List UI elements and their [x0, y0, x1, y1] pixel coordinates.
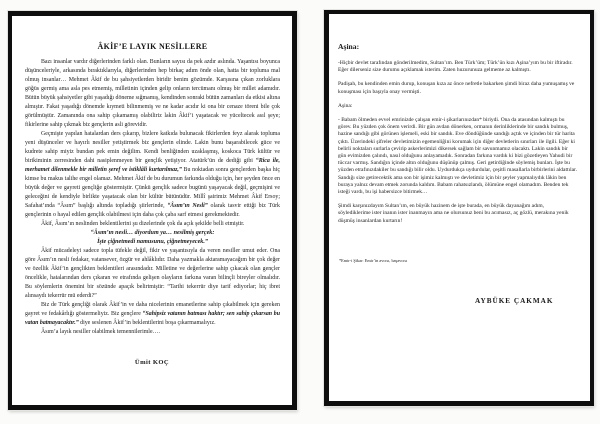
right-author-signature: AYBÜKE ÇAKMAK — [475, 297, 554, 305]
left-page-content — [25, 42, 280, 337]
paragraph: Aşina: — [338, 102, 353, 109]
paragraph: Geçmişte yapılan hatalardan ders çıkarıp, bizlere katkıda bulunacak fikirlerden feyz alarak topluma yeni düşünceler ve hayırlı nesiller yetiştirmek biz gençlerin elinde. Lakin bunu başarabilecek güce ve kudrete sahip miyiz bundan pek emin değilim. Kendi benliğinden uzaklaşmış, koskoca Türk kültür ve birikiminin zerresinden dahi nasiplenmeyen bir gençlik yetişiyor. Atatürk’ün de dediği gibi “Rica ile, merhamet dilenmekle bir milletin şeref ve istiklâli kurtarılmaz,” Bu noktadan sonra gençlerden başka hiç kimse bu makus talihe engel olamaz. Mehmet Âkif de bu durumun farkında olduğu için, her şeyden önce en büyük değer ve gayreti gençliğe göstermiştir. Çünkü gençlik sadece bugünü yaşayacak değil, geçmişini ve geleceğini de kendiyle birlikte yaşatacak olan bir kültür bütünüdür. Millî şairimiz Mehmet Âkif Ersoy; Safahat’ında “Âsım” başlığı altında topladığı şiirlerinde, “Âsım’ın Nesli” olarak tasvir ettiği biz Türk gençlerinin o hayal edilen gençlik olabilmesi için daha çok çaba sarf etmesi gerekmektedir. — [25, 131, 280, 218]
right-page-content — [338, 42, 577, 232]
left-page-body — [25, 58, 280, 337]
right-page-heading: Aşina: — [338, 42, 360, 51]
paragraph: -Hiçbir devlet tarafından gönderilmedim, Sultan’ım. Ben Türk’üm; Türk’ün kızı Aşina’yım bu bir iftiradır. Eğer dilerseniz size durumu açıklamak isterim. Zaten huzurunuza gelmeme az kalmıştı. — [338, 60, 573, 74]
left-page — [8, 11, 297, 410]
left-page-title: ÂKİF’E LAYIK NESİLLERE — [97, 42, 208, 51]
paragraph: Âkif mücadeleyi sadece topla tüfekle değil, fikir ve yaşantısıyla da veren nesiller umut eder. Ona göre Âsım’ın nesli fedakar, vatansever, özgür ve ahlâklıdır. Daha yazmakla aktaramayacağım bir çok değer ve özellik Âkif’in gençlikten beklentileri arasındadır. Milletine ve değerlerine sahip çıkacak olan gençler öncelikle, hatalarından ders çıkaran ve etrafında gelişen olayların farkına varan bilinçli bireyler olmalıdır. Bu söylemlerin önemini bir sözünde apaçık belirtmiştir: “Tarihi tekerrür diye tarif ediyorlar; hiç ibret alınsaydı tekerrür mü ederdi?” — [25, 248, 280, 299]
right-page-body — [338, 60, 577, 225]
paragraph: Biz de Türk gençliği olarak Âkif’in ve daha nicelerinin emanetlerine sahip çıkabilmek için gereken gayret ve fedakârlığı göstermeliyiz. Biz gençlere “Sahipsiz vatanın batması haktır; sen sahip çıkarsan bu vatan batmayacaktır.” diye seslenen Âkif’in beklentilerini boşa çıkarmamalıyız. — [25, 302, 280, 326]
paragraph: - Babam ölmeden evvel emrinizde çalışan emir-i şikarlarınızdan* biriydi. Ona da atasından kalmıştı bu görev. Bu yüzden çok önem verirdi. Bir gün avdan dönerken, ormanın derinliklerinde bir sandık bulmuş, hazine sandığı gibi görünen işlemeli, eski bir sandık. Eve döndüğünde sandığı açtık ve içinden bir tür harita çıktı. Üzerindeki şifreler devletimizin egemenliğini korumak için diğer devletlerin sınırları ile ilgili. Eğer ki belirli noktaları surlarla çevirip askerlerimizi dikersek sağlam bir savunmamız olacaktı. Lakin sandık bir gün evimizden çalındı, nasıl olduğunu anlayamadık. Sonradan farkına vardık ki bizi gözetleyen Yahudi bir tüccar varmış. Sandığın içinde altın olduğunu düşünüp çalmış. Geri getirdiğinde söylemiş bunları. İşte bu yüzden etrafınızdakiler bu sandığı bilir oldu. Uydurdukça uydurdular, çeşitli masallarla birbirlerini aldattılar. Sandığı size getirecektik ama son bir işimiz kalmıştı ve devletimiz için bir şeyler yapmalıydık lâkin ben buraya yalnız devam etmek zorunda kaldım. Babam rahatsızlandı, ölümüne engel olamadım. Benden tek isteği vardı, bu işi habersizce bitirmek… — [338, 117, 577, 196]
paragraph: Âsım’a layık nesiller olabilmek temennilerimle…. — [41, 329, 160, 335]
paragraph: Bazı insanlar vardır diğerlerinden farklı olan. Bunların sayısı da pek azdır aslında. Yaşantısı boyunca düşünceleriyle, arkasında bıraktıklarıyla, diğerlerinden hep birkaç adım önde olan, hatta bir topluma mal olmuş insanlar… Mehmet Âkif de bu şahsiyetlerden biridir benim gözümde. Karşısına çıkan zorluklara göğüs germiş ama asla pes etmemiş, milletinin içinden gelip onların tercümanı olmuş bir millet adamıdır. Bütün büyük şahsiyetler gibi yaşadığı döneme sığmamış, kendinden sonraki bütün zamanları da etkisi altına almıştır. Fakat yaşadığı dönemde kıymeti bilinmemiş ve ne kadar acıdır ki ona bir cenaze töreni bile çok görülmüştür. Zamanında ona sahip çıkamamış olabiliriz lakin Âkif’i yaşatacak ve yüceltecek asıl şeye; fikirlerine sahip çıkmak biz gençlerin asli görevidir. — [25, 59, 280, 128]
footnote: *Emir-i Şikar: Emir’in avcısı, başavcısı — [339, 258, 408, 263]
left-author-signature: Ümit KOÇ — [134, 359, 170, 366]
paragraph: Padişah, bu kendinden emin durup, konuşan kıza az önce nefretle bakarken şimdi biraz daha yumuşamış ve konuşması için başıyla onay vermişti. — [338, 81, 575, 95]
verse-line: İşte çiğnetmedi namusunu, çiğnetmeyecek.” — [97, 239, 208, 245]
verse-line: “Âsım’ın nesli… diyordum ya… nesilmiş gerçek: — [90, 230, 215, 236]
right-page — [324, 10, 594, 406]
paragraph: Âkif, Âsım’ın neslinden beklentilerini şu dizelerinde çok da açık şekilde belli etmiştir. — [41, 221, 245, 227]
paragraph: Şimdi karşınızdayım Sultan’ım, en büyük hazinem de işte burada, en büyük dayanağım adım, söylediklerime ister inanın ister inanmayın ama ne olursunuz beni bu acımasız, aç gözlü, merakına yenik düşmüş insanlardan kurtarın! — [338, 203, 569, 224]
